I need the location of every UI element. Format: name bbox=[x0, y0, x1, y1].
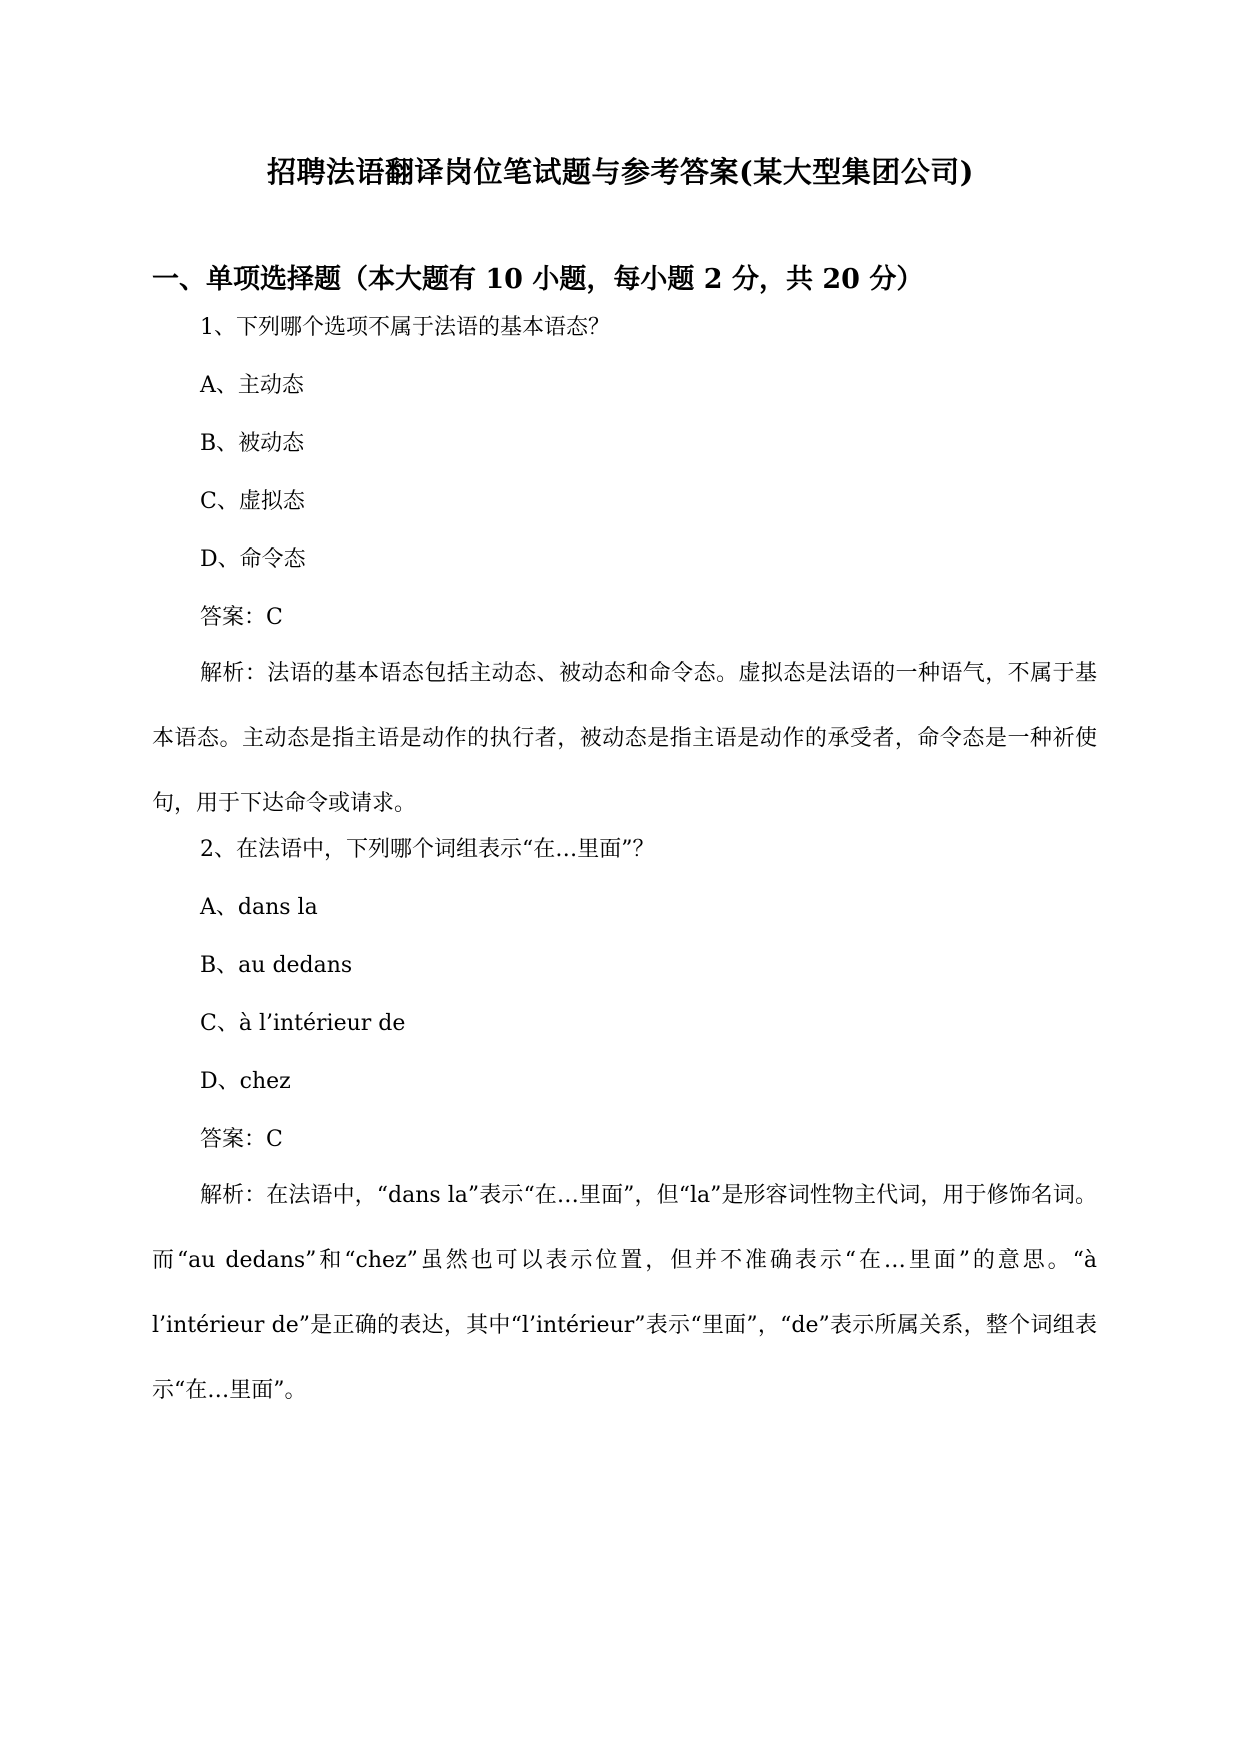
question-1-stem: 1、下列哪个选项不属于法语的基本语态？ bbox=[200, 315, 610, 340]
document-title: 招聘法语翻译岗位笔试题与参考答案(某大型集团公司) bbox=[267, 155, 974, 189]
section-heading: 一、单项选择题（本大题有 10 小题，每小题 2 分，共 20 分） bbox=[152, 264, 924, 295]
question-1-answer: 答案：C bbox=[200, 605, 283, 630]
question-2-option-c: C、à l’intérieur de bbox=[200, 1011, 406, 1036]
question-1-option-c: C、虚拟态 bbox=[200, 489, 305, 514]
question-1-option-a: A、主动态 bbox=[200, 373, 304, 398]
question-2-option-b: B、au dedans bbox=[200, 953, 353, 978]
question-2-stem: 2、在法语中，下列哪个词组表示“在…里面”？ bbox=[200, 837, 655, 862]
question-2-option-a: A、dans la bbox=[200, 895, 318, 920]
question-1-option-b: B、被动态 bbox=[200, 431, 305, 456]
question-2-analysis: 解析：在法语中，“dans la”表示“在…里面”，但“la”是形容词性物主代词，用于修饰名词。而“au dedans”和“chez”虽然也可以表示位置，但并不准确表示“在…里面”的意思。“à l’intérieur de”是正确的表达，其中“l’intérieur”表示“里面”，“de”表示所属关系，整个词组表示“在…里面”。 bbox=[152, 1183, 1097, 1403]
question-1-option-d: D、命令态 bbox=[200, 547, 306, 572]
question-2-option-d: D、chez bbox=[200, 1069, 291, 1094]
question-1-analysis: 解析：法语的基本语态包括主动态、被动态和命令态。虚拟态是法语的一种语气，不属于基本语态。主动态是指主语是动作的执行者，被动态是指主语是动作的承受者，命令态是一种祈使句，用于下达命令或请求。 bbox=[152, 661, 1097, 816]
question-2-answer: 答案：C bbox=[200, 1127, 283, 1152]
